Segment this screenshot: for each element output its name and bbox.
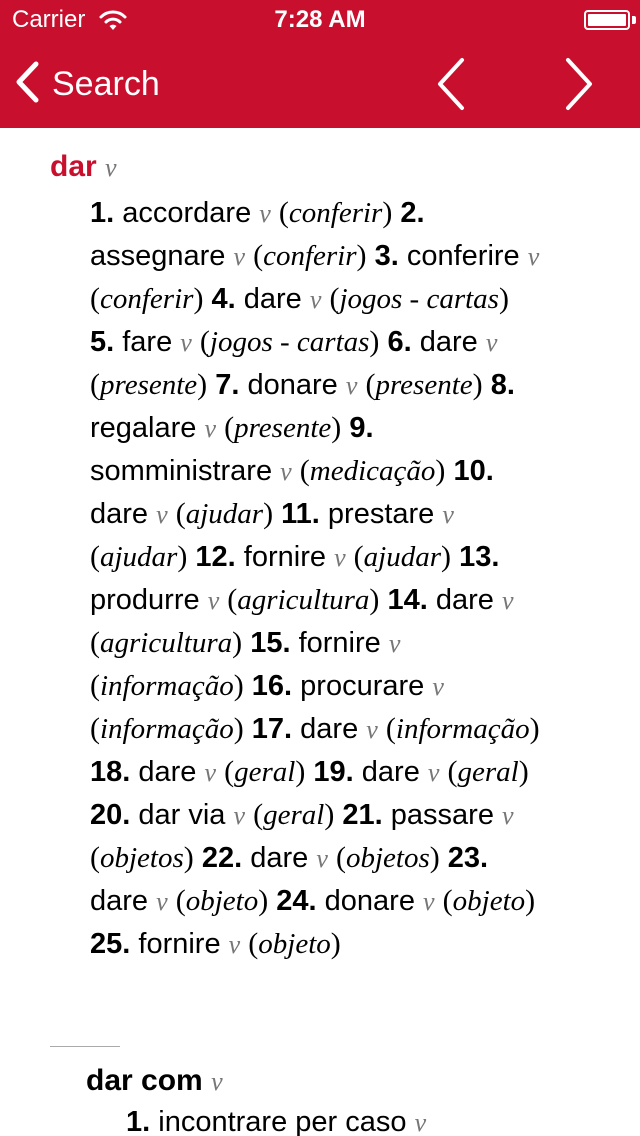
sense-word: somministrare — [90, 455, 273, 487]
sense-number: 6. — [387, 326, 412, 358]
sense-number: 22. — [201, 842, 243, 874]
sense-item — [90, 928, 341, 960]
gloss-close-paren: ) — [197, 368, 208, 401]
sense-gloss: conferir — [288, 197, 383, 229]
sense-gloss: objeto — [185, 885, 259, 917]
gloss-open-paren: ( — [248, 927, 259, 960]
gloss-close-paren: ) — [233, 669, 244, 702]
sense-number: 3. — [374, 240, 399, 272]
gloss-close-paren: ) — [518, 755, 529, 788]
sense-item — [90, 326, 379, 358]
sense-gloss: informação — [100, 670, 234, 702]
sense-number: 4. — [211, 283, 236, 315]
sense-number: 14. — [387, 584, 428, 616]
sense-gloss: ajudar — [363, 541, 442, 573]
sense-number: 2. — [400, 197, 425, 229]
gloss-close-paren: ) — [525, 884, 536, 917]
sense-gloss: informação — [100, 713, 234, 745]
sense-word: assegnare — [90, 240, 226, 272]
sense-item — [313, 756, 528, 788]
sense-pos: v — [309, 285, 322, 314]
gloss-open-paren: ( — [253, 239, 264, 272]
sense-gloss: informação — [395, 713, 530, 745]
gloss-open-paren: ( — [224, 411, 235, 444]
gloss-close-paren: ) — [429, 841, 440, 874]
gloss-open-paren: ( — [175, 497, 186, 530]
sense-gloss: jogos - cartas — [339, 283, 499, 315]
gloss-open-paren: ( — [299, 454, 310, 487]
gloss-open-paren: ( — [90, 368, 100, 401]
entry-divider — [50, 1046, 120, 1047]
sense-word: passare — [390, 799, 494, 831]
sense-pos: v — [156, 500, 168, 529]
gloss-close-paren: ) — [183, 841, 194, 874]
gloss-open-paren: ( — [442, 884, 453, 917]
sense-word: dare — [300, 713, 359, 745]
gloss-close-paren: ) — [369, 583, 380, 616]
sense-gloss: agricultura — [100, 627, 233, 659]
gloss-open-paren: ( — [253, 798, 264, 831]
sense-word: incontrare per caso — [158, 1106, 407, 1136]
gloss-open-paren: ( — [90, 282, 100, 315]
sense-gloss: ajudar — [100, 541, 178, 573]
gloss-close-paren: ) — [356, 239, 367, 272]
gloss-open-paren: ( — [365, 368, 376, 401]
sense-item — [90, 799, 334, 831]
gloss-close-paren: ) — [295, 755, 306, 788]
sense-pos: v — [423, 887, 435, 916]
sense-pos: v — [414, 1108, 427, 1136]
sense-gloss: objeto — [452, 885, 526, 917]
sense-pos: v — [442, 500, 454, 529]
sense-word: prestare — [327, 498, 435, 530]
sense-number: 15. — [250, 627, 291, 659]
sense-word: dare — [243, 283, 302, 315]
gloss-close-paren: ) — [529, 712, 540, 745]
sense-pos: v — [233, 242, 246, 271]
gloss-close-paren: ) — [232, 626, 243, 659]
subentry-sense — [126, 1106, 426, 1136]
gloss-close-paren: ) — [330, 927, 341, 960]
sense-word: fornire — [298, 627, 381, 659]
back-button[interactable] — [14, 60, 160, 108]
sense-gloss: medicação — [309, 455, 436, 487]
sense-pos: v — [334, 543, 346, 572]
gloss-close-paren: ) — [177, 540, 188, 573]
sense-number: 7. — [215, 369, 240, 401]
gloss-close-paren: ) — [382, 196, 393, 229]
sense-number: 25. — [90, 928, 131, 960]
sense-number: 1. — [126, 1106, 151, 1136]
sense-pos: v — [427, 758, 440, 787]
gloss-open-paren: ( — [335, 841, 346, 874]
gloss-open-paren: ( — [90, 626, 100, 659]
subentry-headword — [86, 1064, 223, 1098]
sense-gloss: objetos — [345, 842, 430, 874]
gloss-close-paren: ) — [441, 540, 452, 573]
gloss-open-paren: ( — [278, 196, 289, 229]
sense-word: donare — [324, 885, 415, 917]
chevron-left-icon — [14, 61, 40, 108]
sense-item — [276, 885, 535, 917]
gloss-close-paren: ) — [369, 325, 380, 358]
sense-pos: v — [485, 328, 498, 357]
sense-number: 9. — [349, 412, 374, 444]
sense-item — [90, 756, 305, 788]
gloss-close-paren: ) — [472, 368, 483, 401]
gloss-close-paren: ) — [193, 282, 204, 315]
sense-pos: v — [259, 199, 271, 228]
status-time: 7:28 AM — [274, 6, 366, 33]
sense-pos: v — [228, 930, 241, 959]
sense-word: dare — [419, 326, 478, 358]
gloss-open-paren: ( — [90, 841, 100, 874]
next-entry-button[interactable] — [556, 54, 600, 114]
sense-number: 18. — [90, 756, 131, 788]
gloss-open-paren: ( — [90, 712, 100, 745]
sense-gloss: jogos - cartas — [209, 326, 370, 358]
sense-gloss: ajudar — [185, 498, 264, 530]
sense-gloss: conferir — [100, 283, 194, 315]
sense-item — [252, 713, 540, 745]
sense-gloss: geral — [457, 756, 519, 788]
gloss-close-paren: ) — [233, 712, 244, 745]
sense-number: 20. — [90, 799, 131, 831]
sense-item — [202, 842, 440, 874]
header — [0, 0, 640, 128]
chevron-left-icon — [430, 54, 474, 114]
sense-number: 23. — [447, 842, 489, 874]
sense-word: dare — [435, 584, 494, 616]
gloss-open-paren: ( — [90, 540, 100, 573]
sense-word: fare — [122, 326, 173, 358]
sense-word: regalare — [90, 412, 197, 444]
sense-word: dare — [361, 756, 420, 788]
sense-item — [212, 283, 509, 315]
sense-word: dare — [90, 498, 149, 530]
sense-word: dar via — [138, 799, 226, 831]
subentry-pos: v — [211, 1067, 223, 1096]
sense-word: dare — [90, 885, 149, 917]
battery-icon — [584, 10, 630, 30]
sense-pos: v — [204, 758, 217, 787]
sense-pos: v — [527, 242, 540, 271]
gloss-close-paren: ) — [498, 282, 509, 315]
sense-pos: v — [207, 586, 220, 615]
sense-number: 19. — [313, 756, 354, 788]
sense-word: procurare — [300, 670, 425, 702]
gloss-close-paren: ) — [258, 884, 269, 917]
sense-word: fornire — [138, 928, 221, 960]
sense-gloss: objeto — [258, 928, 331, 960]
back-button-label: Search — [52, 64, 160, 103]
sense-number: 24. — [276, 885, 317, 917]
gloss-open-paren: ( — [224, 755, 235, 788]
carrier-label: Carrier — [12, 6, 86, 33]
status-bar — [0, 0, 640, 40]
sense-pos: v — [501, 586, 514, 615]
sense-word: dare — [250, 842, 309, 874]
sense-number: 11. — [281, 498, 320, 530]
gloss-open-paren: ( — [199, 325, 210, 358]
sense-gloss: presente — [100, 369, 198, 401]
sense-gloss: agricultura — [237, 584, 370, 616]
entry-headword — [50, 150, 117, 184]
sense-number: 5. — [90, 326, 115, 358]
gloss-close-paren: ) — [263, 497, 274, 530]
gloss-open-paren: ( — [90, 669, 100, 702]
gloss-close-paren: ) — [435, 454, 446, 487]
sense-word: fornire — [243, 541, 326, 573]
previous-entry-button[interactable] — [430, 54, 474, 114]
sense-pos: v — [388, 629, 401, 658]
gloss-close-paren: ) — [331, 411, 342, 444]
sense-number: 1. — [90, 197, 115, 229]
sense-pos: v — [432, 672, 444, 701]
subentry-headword-text: dar com — [86, 1064, 203, 1097]
nav-bar — [0, 40, 640, 128]
sense-number: 16. — [251, 670, 293, 702]
sense-gloss: geral — [263, 799, 325, 831]
headword-pos: v — [105, 153, 117, 182]
sense-list — [90, 192, 540, 966]
sense-word: dare — [138, 756, 197, 788]
sense-word: accordare — [122, 197, 252, 229]
sense-number: 21. — [342, 799, 383, 831]
battery-tip — [632, 16, 636, 24]
gloss-open-paren: ( — [353, 540, 364, 573]
gloss-close-paren: ) — [324, 798, 335, 831]
gloss-open-paren: ( — [329, 282, 340, 315]
sense-pos: v — [280, 457, 292, 486]
sense-pos: v — [180, 328, 192, 357]
gloss-open-paren: ( — [447, 755, 458, 788]
gloss-open-paren: ( — [175, 884, 186, 917]
sense-word: conferire — [406, 240, 520, 272]
sense-gloss: conferir — [263, 240, 357, 272]
sense-number: 12. — [195, 541, 236, 573]
sense-pos: v — [233, 801, 246, 830]
sense-pos: v — [345, 371, 358, 400]
headword-text: dar — [50, 150, 97, 183]
entry-content[interactable] — [0, 128, 640, 1136]
sense-pos: v — [156, 887, 168, 916]
sense-item — [215, 369, 482, 401]
sense-gloss: geral — [234, 756, 296, 788]
sense-pos: v — [502, 801, 514, 830]
sense-item — [195, 541, 451, 573]
sense-number: 10. — [453, 455, 494, 487]
sense-word: produrre — [90, 584, 200, 616]
sense-number: 8. — [490, 369, 515, 401]
sense-number: 13. — [459, 541, 500, 573]
chevron-right-icon — [556, 54, 600, 114]
sense-gloss: presente — [375, 369, 473, 401]
sense-pos: v — [366, 715, 378, 744]
sense-gloss: presente — [234, 412, 332, 444]
sense-word: donare — [247, 369, 338, 401]
gloss-open-paren: ( — [227, 583, 238, 616]
sense-number: 17. — [251, 713, 293, 745]
sense-item — [90, 197, 392, 229]
sense-pos: v — [316, 844, 328, 873]
sense-pos: v — [204, 414, 217, 443]
gloss-open-paren: ( — [385, 712, 396, 745]
sense-gloss: objetos — [100, 842, 184, 874]
